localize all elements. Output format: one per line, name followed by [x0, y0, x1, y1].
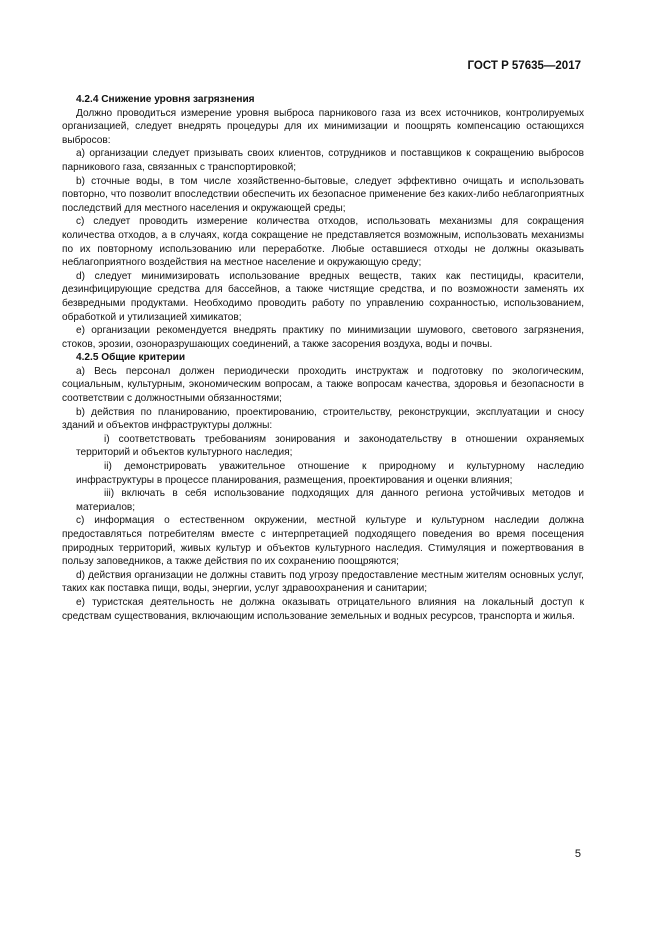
list-item-d: d) следует минимизировать использование вредных веществ, таких как пестициды, красители, дезинфицирующие средства для бассейнов, а также чистящие средства, и по возможности заменять их безвредными продуктами. Необходимо проводить работу по управлению сохранностью, использованием, обработкой и утилизацией химикатов;	[62, 270, 584, 323]
section-heading-4-2-5: 4.2.5 Общие критерии	[76, 352, 186, 364]
sub-item-i: i) соответствовать требованиям зонирования и законодательству в отношении охраняемых территорий и объектов культурного наследия;	[76, 433, 584, 459]
document-body	[62, 93, 584, 623]
list-item-c: c) следует проводить измерение количества отходов, использовать механизмы для сокращения количества отходов, а в случаях, когда сокращение не представляется возможным, использовать механизмы по их повторному использованию или переработке. Любые оставшиеся отходы не должны оказывать неблагоприятного воздействия на местное население и окружающую среду;	[62, 216, 584, 269]
list-item-e: e) туристская деятельность не должна оказывать отрицательного влияния на локальный доступ к средствам существования, включающим использование земельных и водных ресурсов, транспорта и жилья.	[62, 596, 584, 622]
paragraph: Должно проводиться измерение уровня выброса парникового газа из всех источников, контролируемых организацией, следует внедрять процедуры для их минимизации и поощрять компенсацию остающихся выбросов:	[62, 107, 584, 146]
list-item-b: b) действия по планированию, проектированию, строительству, реконструкции, эксплуатации и сносу зданий и объектов инфраструктуры должны:	[62, 406, 584, 432]
sub-item-ii: ii) демонстрировать уважительное отношение к природному и культурному наследию инфраструктуры в процессе планирования, размещения, проектирования и оценки влияния;	[76, 461, 584, 486]
sub-item-iii: iii) включать в себя использование подходящих для данного региона устойчивых методов и материалов;	[76, 488, 584, 513]
list-item-c: c) информация о естественном окружении, местной культуре и культурном наследии должна предоставляться потребителям вместе с интерпретацией подходящего поведения во время посещения природных территорий, живых культур и объектов культурного наследия. Стимуляция и пожертвования в пользу заповедников, а также действия по их сохранению поощряются;	[62, 515, 584, 568]
section-heading-4-2-4: 4.2.4 Снижение уровня загрязнения	[76, 94, 255, 105]
list-item-b: b) сточные воды, в том числе хозяйственно-бытовые, следует эффективно очищать и использовать повторно, что позволит впоследствии обеспечить их безопасное применение без каких-либо неблагоприятных последствий для местного населения и окружающей среды;	[62, 175, 584, 214]
list-item-a: a) организации следует призывать своих клиентов, сотрудников и поставщиков к сокращению выбросов парникового газа, связанных с транспортировкой;	[62, 148, 584, 173]
list-item-e: e) организации рекомендуется внедрять практику по минимизации шумового, светового загрязнения, стоков, эрозии, озоноразрушающих соединений, а также засорения воздуха, воды и почвы.	[62, 325, 584, 350]
list-item-a: a) Весь персонал должен периодически проходить инструктаж и подготовку по экологическим, социальным, культурным, экономическим вопросам, а также вопросам качества, здоровья и безопасности в соответствии с должностными обязанностями;	[62, 365, 584, 405]
list-item-d: d) действия организации не должны ставить под угрозу предоставление местным жителям основных услуг, таких как поставка пищи, воды, энергии, услуг здравоохранения и санитарии;	[62, 569, 584, 595]
page-number: 5	[574, 848, 581, 860]
document-header: ГОСТ Р 57635—2017	[467, 60, 581, 72]
